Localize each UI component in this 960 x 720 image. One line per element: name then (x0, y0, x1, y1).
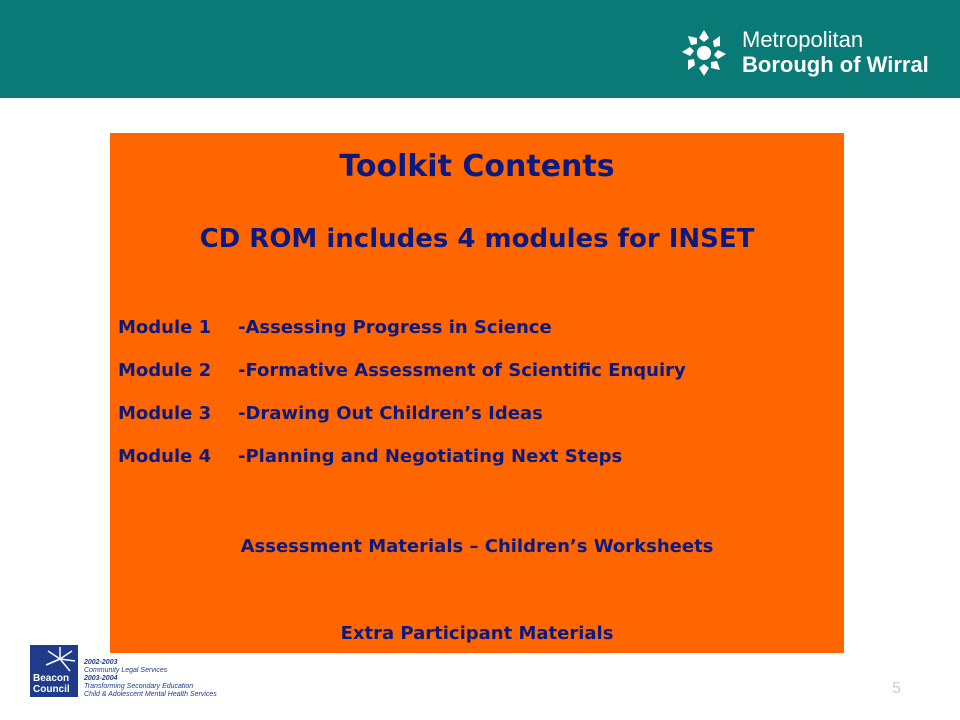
beacon-star-icon (30, 645, 78, 675)
beacon-council-badge (30, 645, 217, 703)
slide-content-box (110, 133, 844, 653)
module-item (118, 403, 838, 446)
award-service: Transforming Secondary Education (84, 683, 194, 690)
module-text: -Planning and Negotiating Next Steps (238, 446, 623, 467)
module-number: Module 1 (118, 317, 212, 338)
beacon-logo-label-2: Council (33, 684, 70, 695)
logo-line-2: Borough of Wirral (742, 52, 929, 77)
wirral-logo-icon (676, 24, 732, 80)
module-number: Module 3 (118, 403, 212, 424)
module-number: Module 4 (118, 446, 212, 467)
module-list (118, 317, 838, 489)
module-item (118, 317, 838, 360)
beacon-awards (84, 659, 217, 699)
slide-title: Toolkit Contents (339, 149, 615, 184)
module-item (118, 360, 838, 403)
beacon-logo (30, 645, 78, 697)
logo-line-1: Metropolitan (742, 27, 864, 52)
module-text: -Drawing Out Children’s Ideas (238, 403, 543, 424)
header-band (0, 0, 960, 98)
award-service: Community Legal Services (84, 667, 168, 674)
beacon-logo-label-1: Beacon (33, 673, 70, 684)
award-service: Child & Adolescent Mental Health Services (84, 691, 217, 698)
module-text: -Formative Assessment of Scientific Enquiry (238, 360, 686, 381)
wirral-logo (676, 22, 929, 82)
extra-materials: Extra Participant Materials (340, 623, 614, 644)
assessment-materials: Assessment Materials – Children’s Worksheets (240, 536, 714, 557)
award-year: 2002-2003 (84, 659, 118, 666)
module-number: Module 2 (118, 360, 212, 381)
council-name (742, 27, 929, 77)
module-item (118, 446, 838, 489)
page-number: 5 (892, 680, 901, 697)
module-text: -Assessing Progress in Science (238, 317, 552, 338)
award-year: 2003-2004 (84, 675, 118, 682)
slide-subtitle: CD ROM includes 4 modules for INSET (199, 224, 755, 254)
beacon-logo-label (33, 673, 70, 695)
